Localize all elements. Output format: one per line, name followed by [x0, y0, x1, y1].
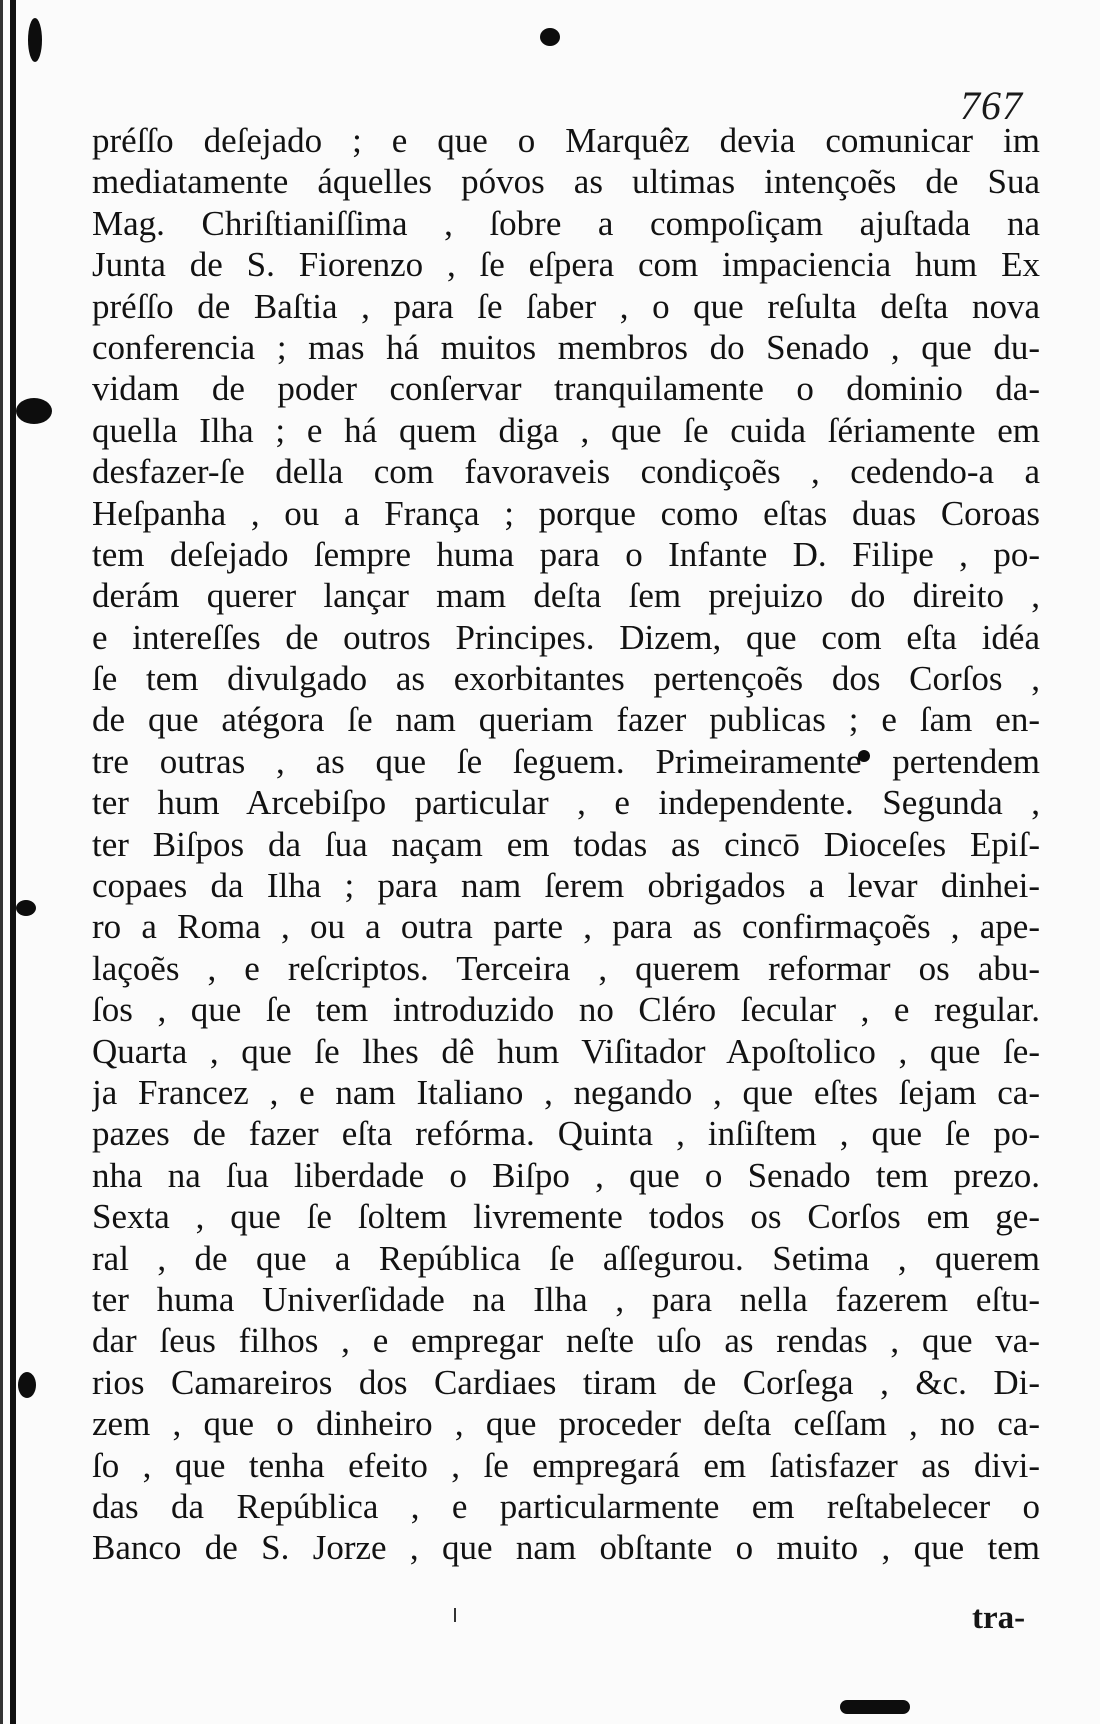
- text-line: vidam de poder conſervar tranquilamente o dominio da-: [92, 369, 1040, 409]
- ink-blot: [16, 398, 52, 424]
- ink-blot: [28, 18, 42, 62]
- text-line: ſos , que ſe tem introduzido no Cléro ſecular , e regular.: [92, 990, 1040, 1030]
- text-line: tre outras , as que ſe ſeguem. Primeiramente pertendem: [92, 741, 1040, 781]
- page-number: 767: [960, 83, 1023, 128]
- text-line: Quarta , que ſe lhes dê hum Viſitador Apoſtolico , que ſe-: [92, 1031, 1040, 1071]
- text-line: zem , que o dinheiro , que proceder deſta ceſſam , no ca-: [92, 1404, 1040, 1444]
- text-line: ro a Roma , ou a outra parte , para as confirmaçoẽs , ape-: [92, 907, 1040, 947]
- text-line: tem deſejado ſempre huma para o Infante D. Filipe , po-: [92, 534, 1040, 574]
- ink-blot: [18, 1372, 36, 1398]
- text-line: pazes de fazer eſta refórma. Quinta , inſiſtem , que ſe po-: [92, 1114, 1040, 1154]
- text-line: desfazer-ſe della com favoraveis condiçoẽs , cedendo-a a: [92, 452, 1040, 492]
- text-line: Sexta , que ſe ſoltem livremente todos os Corſos em ge-: [92, 1197, 1040, 1237]
- text-line: mediatamente áquelles póvos as ultimas intençoẽs de Sua: [92, 162, 1040, 202]
- binding-edge: [0, 0, 3, 1724]
- text-line: Junta de S. Fiorenzo , ſe eſpera com impaciencia hum Ex: [92, 245, 1040, 285]
- catchword: tra-: [972, 1600, 1026, 1636]
- text-line: conferencia ; mas há muitos membros do Senado , que du-: [92, 327, 1040, 367]
- text-line: nha na ſua liberdade o Biſpo , que o Senado tem prezo.: [92, 1155, 1040, 1195]
- text-line: de que atégora ſe nam queriam fazer publicas ; e ſam en-: [92, 700, 1040, 740]
- text-line: Heſpanha , ou a França ; porque como eſtas duas Coroas: [92, 493, 1040, 533]
- text-line: das da República , e particularmente em reſtabelecer o: [92, 1486, 1040, 1526]
- text-line: ter huma Univerſidade na Ilha , para nella fazerem eſtu-: [92, 1279, 1040, 1319]
- ink-blot: [16, 900, 36, 916]
- text-line: ter Biſpos da ſua naçam em todas as cincō Dioceſes Epiſ-: [92, 824, 1040, 864]
- binding-shadow: [10, 0, 16, 1724]
- text-line: Mag. Chriſtianiſſima , ſobre a compoſiçam ajuſtada na: [92, 203, 1040, 243]
- text-line: e intereſſes de outros Principes. Dizem, que com eſta idéa: [92, 617, 1040, 657]
- text-line: quella Ilha ; e há quem diga , que ſe cuida ſériamente em: [92, 410, 1040, 450]
- printer-mark: [454, 1608, 456, 1622]
- body-text: [92, 120, 1040, 1569]
- text-line: préſſo de Baſtia , para ſe ſaber , o que reſulta deſta nova: [92, 286, 1040, 326]
- text-line: préſſo deſejado ; e que o Marquêz devia comunicar im: [92, 121, 1040, 160]
- text-line: laçoẽs , e reſcriptos. Terceira , querem reformar os abu-: [92, 948, 1040, 988]
- text-line: ter hum Arcebiſpo particular , e independente. Segunda ,: [92, 783, 1040, 823]
- text-line: derám querer lançar mam deſta ſem prejuizo do direito ,: [92, 576, 1040, 616]
- text-line: ja Francez , e nam Italiano , negando , que eſtes ſejam ca-: [92, 1072, 1040, 1112]
- text-line: copaes da Ilha ; para nam ſerem obrigados a levar dinhei-: [92, 866, 1040, 906]
- text-line: rios Camareiros dos Cardiaes tiram de Corſega , &c. Di-: [92, 1362, 1040, 1402]
- ink-blot: [540, 28, 560, 46]
- text-line: dar ſeus filhos , e empregar neſte uſo as rendas , que va-: [92, 1321, 1040, 1361]
- text-line: Banco de S. Jorze , que nam obſtante o muito , que tem: [92, 1528, 1040, 1568]
- ink-blot: [840, 1700, 910, 1714]
- text-line: ſo , que tenha efeito , ſe empregará em ſatisfazer as divi-: [92, 1445, 1040, 1485]
- text-line: ral , de que a República ſe aſſegurou. Setima , querem: [92, 1238, 1040, 1278]
- text-line: ſe tem divulgado as exorbitantes pertençoẽs dos Corſos ,: [92, 659, 1040, 699]
